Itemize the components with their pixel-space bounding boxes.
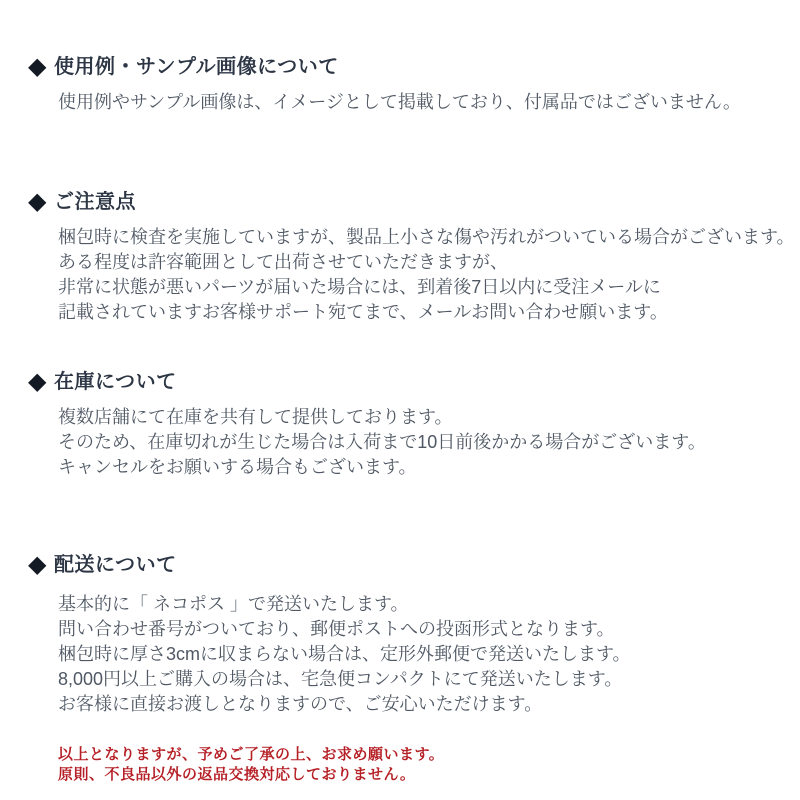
section-title: 使用例・サンプル画像について <box>53 56 339 78</box>
section-shipping <box>28 553 800 717</box>
section-notes <box>28 190 800 325</box>
diamond-bullet-icon: ◆ <box>28 368 47 395</box>
body-line: そのため、在庫切れが生じた場合は入荷まで10日前後かかる場合がございます。 <box>58 432 706 452</box>
body-line: キャンセルをお願いする場合もございます。 <box>58 457 417 477</box>
body-line: 使用例やサンプル画像は、イメージとして掲載しており、付属品ではございません。 <box>58 92 741 112</box>
section-heading <box>28 370 800 394</box>
body-line: お客様に直接お渡しとなりますので、ご安心いただけます。 <box>58 694 543 714</box>
body-line: 基本的に「 ネコポス 」で発送いたします。 <box>58 594 409 614</box>
section-body <box>58 225 800 325</box>
body-line: 記載されていますお客様サポート宛てまで、メールお問い合わせ願います。 <box>58 302 668 322</box>
section-title: ご注意点 <box>53 191 136 213</box>
section-title: 在庫について <box>53 371 177 393</box>
section-title: 配送について <box>53 554 177 576</box>
body-line: 非常に状態が悪いパーツが届いた場合には、到着後7日以内に受注メールに <box>58 277 661 297</box>
section-heading <box>28 190 800 214</box>
diamond-bullet-icon: ◆ <box>28 188 47 215</box>
body-line: 8,000円以上ご購入の場合は、宅急便コンパクトにて発送いたします。 <box>58 669 623 689</box>
body-line: ある程度は許容範囲として出荷させていただきますが、 <box>58 252 508 272</box>
warning-line: 以上となりますが、予めご了承の上、お求め願います。 <box>58 746 445 763</box>
section-body <box>58 592 800 717</box>
section-sample-images <box>28 0 800 115</box>
body-line: 複数店舗にて在庫を共有して提供しております。 <box>58 407 453 427</box>
section-body <box>58 405 800 480</box>
diamond-bullet-icon: ◆ <box>28 551 47 578</box>
warning-line: 原則、不良品以外の返品交換対応しておりません。 <box>58 766 416 783</box>
section-inventory <box>28 370 800 480</box>
diamond-bullet-icon: ◆ <box>28 53 47 80</box>
body-line: 梱包時に厚さ3cmに収まらない場合は、定形外郵便で発送いたします。 <box>58 644 631 664</box>
section-heading <box>28 55 800 79</box>
section-body <box>58 90 800 115</box>
section-heading <box>28 553 800 577</box>
body-line: 梱包時に検査を実施していますが、製品上小さな傷や汚れがついている場合がございます。 <box>58 227 795 247</box>
warning-notice <box>58 745 800 785</box>
body-line: 問い合わせ番号がついており、郵便ポストへの投函形式となります。 <box>58 619 615 639</box>
